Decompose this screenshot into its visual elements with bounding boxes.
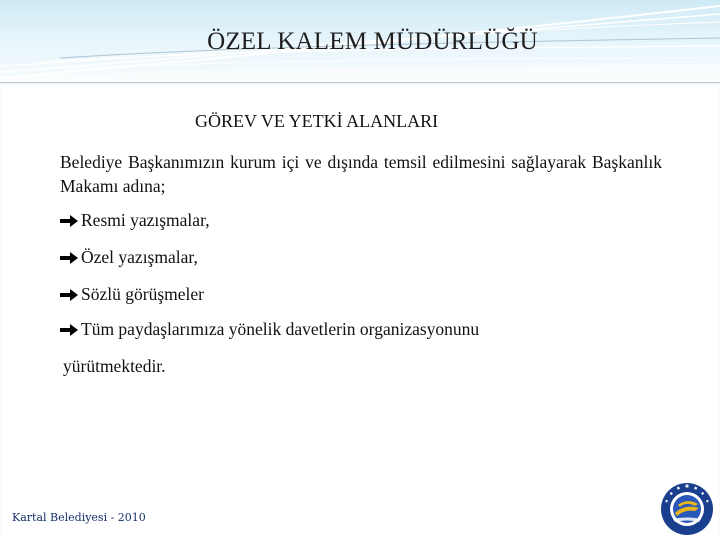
intro-paragraph: Belediye Başkanımızın kurum içi ve dışında temsil edilmesini sağlayarak Başkanlık Makamı adına;	[60, 152, 662, 196]
right-arrow-icon	[59, 214, 79, 228]
slide-header	[0, 0, 720, 82]
bullet-item	[59, 247, 198, 268]
bullet-item	[59, 284, 204, 305]
bullet-item	[59, 319, 479, 340]
bullet-label: Sözlü görüşmeler	[81, 284, 204, 304]
right-arrow-icon	[59, 323, 79, 337]
bullet-item	[59, 210, 210, 231]
footer-text: Kartal Belediyesi - 2010	[12, 511, 146, 524]
section-heading: GÖREV VE YETKİ ALANLARI	[195, 111, 439, 131]
bullet-label: Resmi yazışmalar,	[81, 210, 210, 230]
closing-text: yürütmektedir.	[63, 356, 166, 376]
right-arrow-icon	[59, 251, 79, 265]
right-arrow-icon	[59, 288, 79, 302]
kartal-belediyesi-logo	[659, 481, 715, 537]
bullet-label: Tüm paydaşlarımıza yönelik davetlerin organizasyonunu	[81, 319, 480, 339]
bullet-label: Özel yazışmalar,	[81, 247, 198, 267]
slide-title: ÖZEL KALEM MÜDÜRLÜĞÜ	[207, 28, 538, 55]
